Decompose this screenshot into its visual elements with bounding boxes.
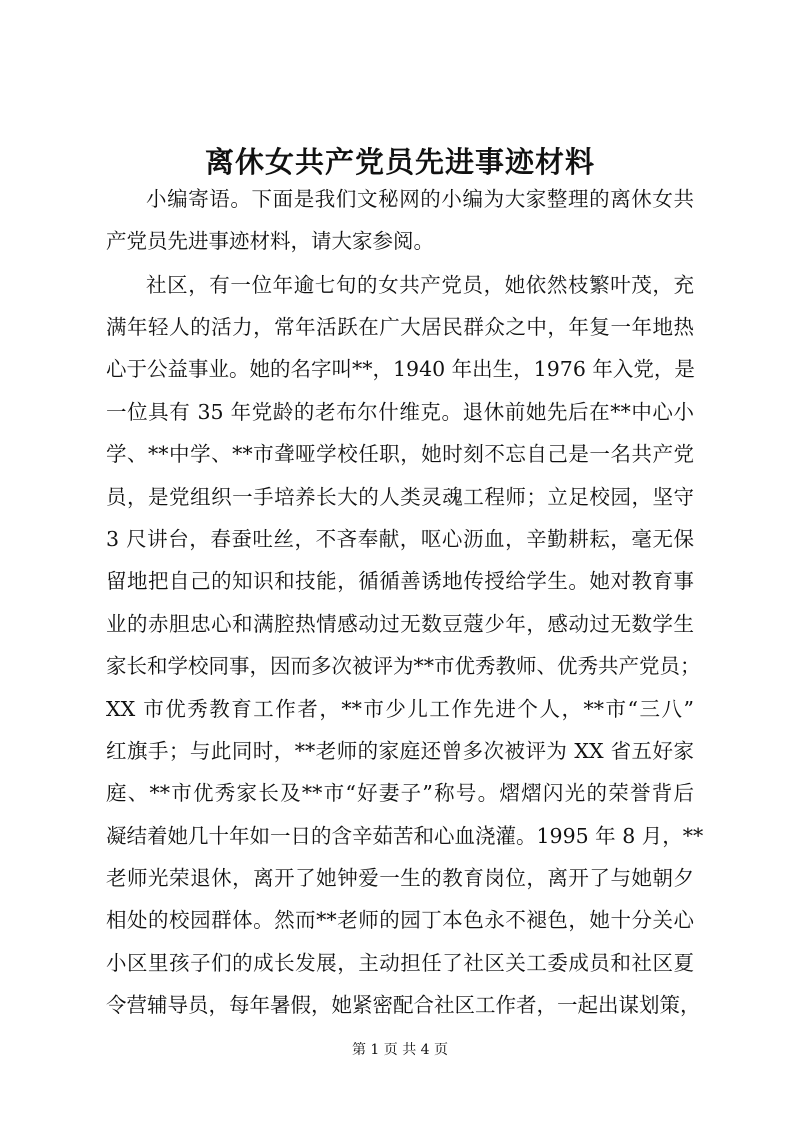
- paragraph-line: 红旗手；与此同时，**老师的家庭还曾多次被评为 XX 省五好家: [106, 739, 694, 763]
- page-footer: 第 1 页 共 4 页: [351, 1042, 449, 1058]
- paragraph-line: 心于公益事业。她的名字叫**，1940 年出生，1976 年入党，是: [106, 357, 695, 381]
- paragraph-line: 满年轻人的活力，常年活跃在广大居民群众之中，年复一年地热: [106, 315, 694, 339]
- paragraph-line: 相处的校园群体。然而**老师的园丁本色永不褪色，她十分关心: [106, 908, 694, 932]
- paragraph-line: 员，是党组织一手培养长大的人类灵魂工程师；立足校园，坚守: [106, 485, 694, 509]
- document-title: 离休女共产党员先进事迹材料: [204, 145, 595, 179]
- paragraph-line: 3 尺讲台，春蚕吐丝，不吝奉献，呕心沥血，辛勤耕耘，毫无保: [106, 527, 694, 551]
- paragraph-line: 庭、**市优秀家长及**市“好妻子”称号。熠熠闪光的荣誉背后: [106, 781, 694, 805]
- paragraph-line: 留地把自己的知识和技能，循循善诱地传授给学生。她对教育事: [106, 569, 694, 593]
- paragraph-line: 家长和学校同事，因而多次被评为**市优秀教师、优秀共产党员；: [106, 654, 701, 678]
- paragraph-line: 业的赤胆忠心和满腔热情感动过无数豆蔻少年，感动过无数学生: [106, 612, 694, 636]
- paragraph-line: 凝结着她几十年如一日的含辛茹苦和心血浇灌。1995 年 8 月，**: [106, 824, 704, 848]
- paragraph-line: 老师光荣退休，离开了她钟爱一生的教育岗位，离开了与她朝夕: [106, 866, 694, 890]
- paragraph-line: 学、**中学、**市聋哑学校任职，她时刻不忘自己是一名共产党: [106, 442, 694, 466]
- paragraph-line: 产党员先进事迹材料，请大家参阅。: [106, 229, 434, 253]
- paragraph-line: 令营辅导员，每年暑假，她紧密配合社区工作者，一起出谋划策，: [106, 993, 701, 1017]
- paragraph-line: 小编寄语。下面是我们文秘网的小编为大家整理的离休女共: [146, 187, 694, 211]
- paragraph-line: 小区里孩子们的成长发展，主动担任了社区关工委成员和社区夏: [106, 951, 694, 975]
- paragraph-line: 一位具有 35 年党龄的老布尔什维克。退休前她先后在**中心小: [106, 400, 694, 424]
- paragraph-line: 社区，有一位年逾七旬的女共产党员，她依然枝繁叶茂，充: [146, 273, 694, 297]
- paragraph-line: XX 市优秀教育工作者，**市少儿工作先进个人，**市“三八”: [106, 697, 694, 721]
